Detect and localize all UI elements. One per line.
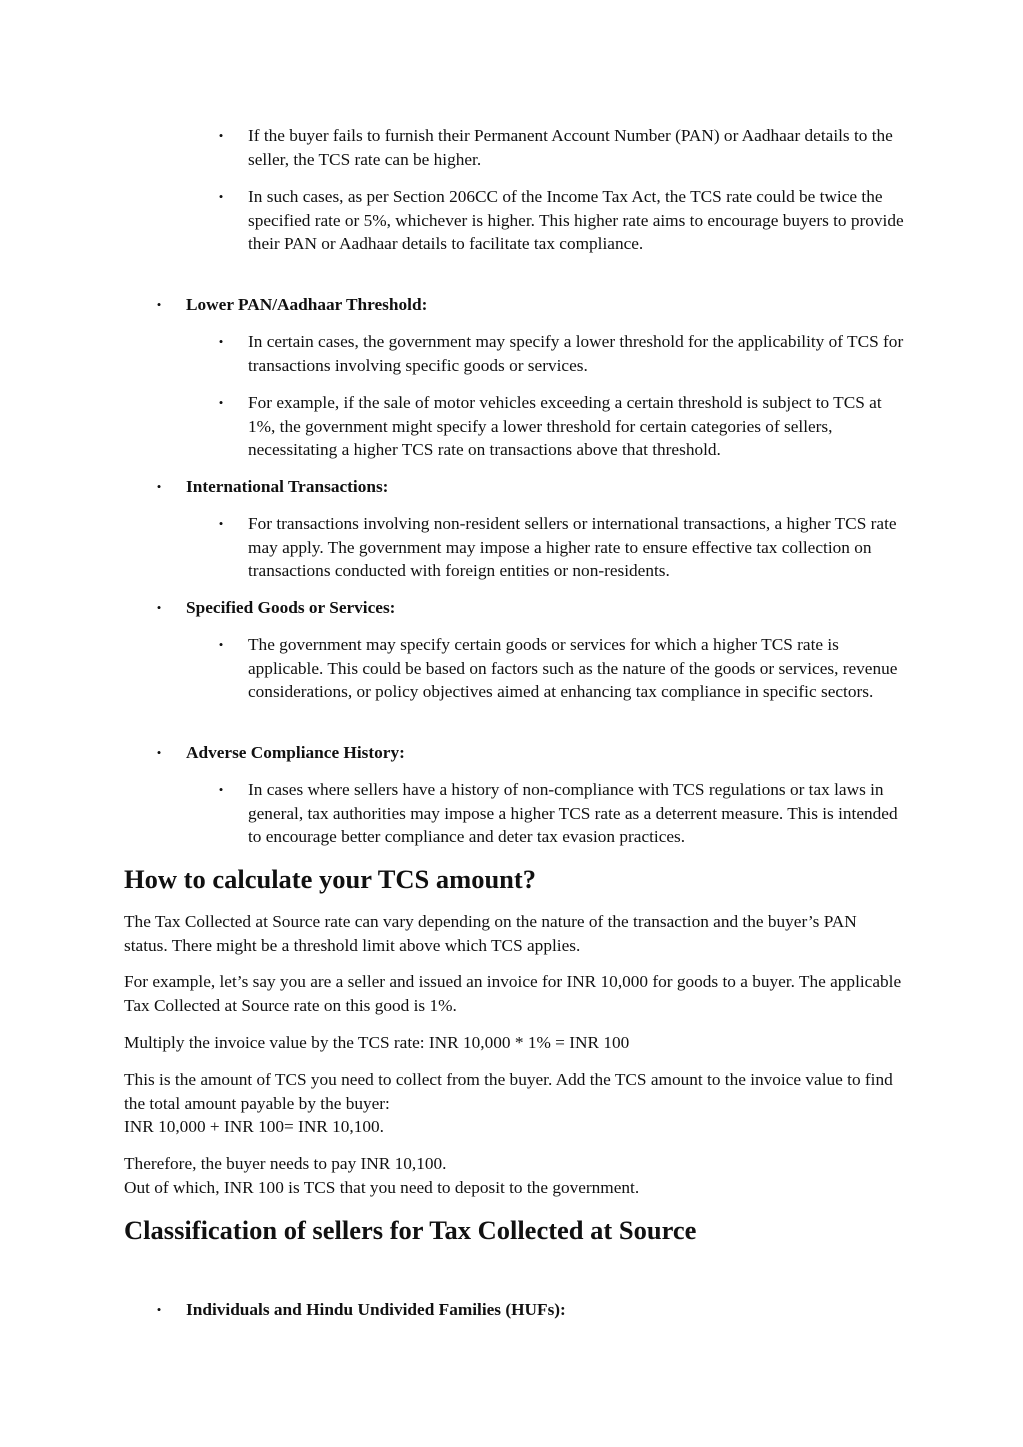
list-item-heading: Individuals and Hindu Undivided Families (HUFs): xyxy=(186,1300,566,1319)
paragraph-line: INR 10,000 + INR 100= INR 10,100. xyxy=(124,1117,384,1136)
paragraph xyxy=(124,1152,904,1199)
section-heading: Classification of sellers for Tax Collected at Source xyxy=(124,1215,697,1245)
bullet-icon: • xyxy=(156,600,162,615)
bullet-icon: • xyxy=(156,745,162,760)
sub-list-item: If the buyer fails to furnish their Permanent Account Number (PAN) or Aadhaar details to the seller, the TCS rate can be higher. xyxy=(248,126,893,169)
bullet-icon: • xyxy=(218,516,224,531)
bullet-icon: • xyxy=(218,395,224,410)
paragraph xyxy=(124,1068,904,1139)
paragraph: The Tax Collected at Source rate can vary depending on the nature of the transaction and the buyer’s PAN status. There might be a threshold limit above which TCS applies. xyxy=(124,912,857,955)
paragraph-line: Out of which, INR 100 is TCS that you need to deposit to the government. xyxy=(124,1177,640,1197)
bullet-icon: • xyxy=(218,637,224,652)
sub-list-item: In certain cases, the government may specify a lower threshold for the applicability of TCS for transactions involving specific goods or services. xyxy=(248,332,904,375)
bullet-icon: • xyxy=(156,297,162,312)
bullet-icon: • xyxy=(218,189,224,204)
sub-list-item: For example, if the sale of motor vehicles exceeding a certain threshold is subject to TCS at 1%, the government might specify a lower threshold for certain categories of sellers, necessitating a higher TCS rate on transactions above that threshold. xyxy=(248,393,882,459)
list-item-heading: Lower PAN/Aadhaar Threshold: xyxy=(186,295,428,314)
bullet-icon: • xyxy=(218,782,224,797)
bullet-icon: • xyxy=(218,128,224,143)
paragraph-line: Therefore, the buyer needs to pay INR 10,100. xyxy=(124,1154,447,1173)
list-item-heading: International Transactions: xyxy=(186,477,389,496)
bullet-icon: • xyxy=(218,334,224,349)
sub-list-item: For transactions involving non-resident sellers or international transactions, a higher TCS rate may apply. The government may impose a higher rate to ensure effective tax collection on transactions conducted with foreign entities or non-residents. xyxy=(248,514,897,580)
list-item-heading: Specified Goods or Services: xyxy=(186,598,396,617)
sub-list-item: In such cases, as per Section 206CC of the Income Tax Act, the TCS rate could be twice the specified rate or 5%, whichever is higher. This higher rate aims to encourage buyers to provide their PAN or Aadhaar details to facilitate tax compliance. xyxy=(248,187,904,253)
sub-list-item: In cases where sellers have a history of non-compliance with TCS regulations or tax laws in general, tax authorities may impose a higher TCS rate as a deterrent measure. This is intended to encourage better compliance and deter tax evasion practices. xyxy=(248,780,898,846)
bullet-icon: • xyxy=(156,479,162,494)
paragraph: Multiply the invoice value by the TCS rate: INR 10,000 * 1% = INR 100 xyxy=(124,1033,630,1052)
paragraph-line: This is the amount of TCS you need to collect from the buyer. Add the TCS amount to the invoice value to find the total amount payable by the buyer: xyxy=(124,1070,893,1113)
list-item-heading: Adverse Compliance History: xyxy=(186,743,405,762)
sub-list-item: The government may specify certain goods or services for which a higher TCS rate is applicable. This could be based on factors such as the nature of the goods or services, revenue considerations, or policy objectives aimed at enhancing tax compliance in specific sectors. xyxy=(248,635,898,701)
paragraph: For example, let’s say you are a seller and issued an invoice for INR 10,000 for goods to a buyer. The applicable Tax Collected at Source rate on this good is 1%. xyxy=(124,972,902,1015)
bullet-icon: • xyxy=(156,1302,162,1317)
section-heading: How to calculate your TCS amount? xyxy=(124,864,536,894)
